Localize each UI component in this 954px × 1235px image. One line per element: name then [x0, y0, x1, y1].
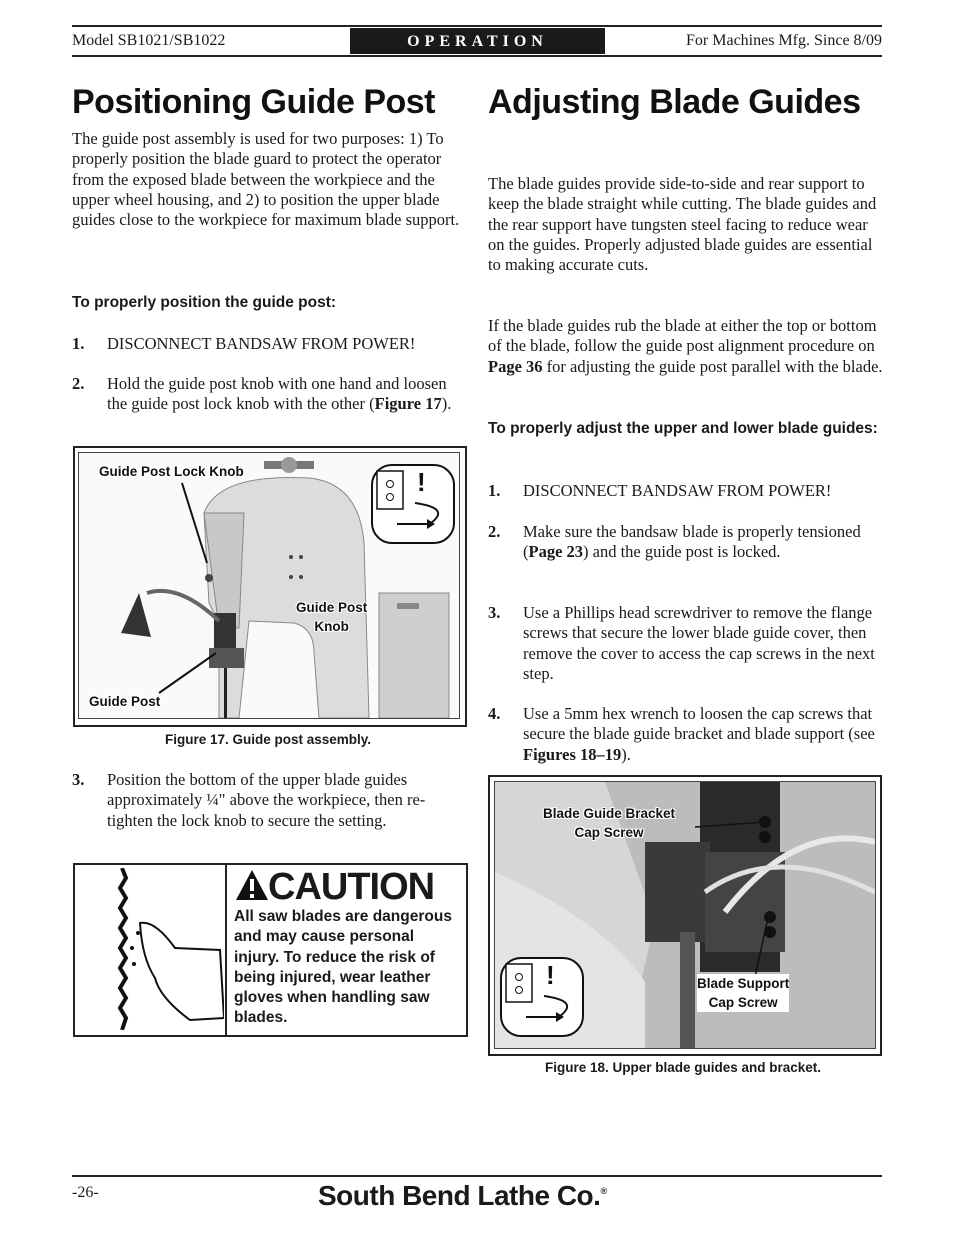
label-blade-support-cap-screw: Blade Support Cap Screw — [697, 976, 790, 1010]
model-label: Model SB1021/SB1022 — [72, 32, 226, 49]
label-blade-guide-bracket-cap-screw: Blade Guide Bracket Cap Screw — [543, 806, 676, 840]
label-guide-post: Guide Post — [89, 694, 161, 709]
svg-text:!: ! — [417, 467, 426, 497]
warning-triangle-icon — [234, 868, 270, 902]
section-band: OPERATION — [350, 28, 605, 54]
blade-guides-para-2: If the blade guides rub the blade at either the top or bottom of the blade, follow the guide post alignment procedure on Page 36 for adjusting the guide post parallel with the blade. — [488, 316, 883, 376]
section-title-guide-post: Positioning Guide Post — [72, 83, 435, 121]
gloved-hand-icon — [80, 868, 224, 1030]
guide-post-intro: The guide post assembly is used for two purposes: 1) To properly position the blade guard to protect the operator from the exposed blade between the workpiece and the upper wheel housing, and 2) to position the upper blade guides close to the workpiece for maximum blade support. — [72, 129, 460, 230]
bandsaw-illustration — [79, 453, 459, 718]
guide-post-subhead: To properly position the guide post: — [72, 294, 337, 311]
caution-text: All saw blades are dangerous and may cause personal injury. To reduce the risk of being injured, wear leather gloves when handling saw blades. — [234, 908, 452, 1027]
header-top-rule — [72, 25, 882, 27]
machines-label: For Machines Mfg. Since 8/09 — [686, 32, 882, 49]
label-guide-post-lock-knob: Guide Post Lock Knob — [99, 464, 244, 479]
page-number: -26- — [72, 1184, 99, 1201]
blade-guides-subhead: To properly adjust the upper and lower blade guides: — [488, 420, 878, 437]
blade-guides-intro: The blade guides provide side-to-side and rear support to keep the blade straight while cutting. The blade guides and the rear support have tungsten steel facing to reduce wear on the guides. Properly adjusted blade guides are essential to making accurate cuts. — [488, 174, 877, 275]
figure-17-caption: Figure 17. Guide post assembly. — [164, 732, 372, 747]
label-guide-post-knob: Guide Post Knob — [296, 600, 368, 634]
figure-17-image — [78, 452, 460, 719]
header-bottom-rule — [72, 55, 882, 57]
brand-logo: South Bend Lathe Co.® — [318, 1180, 607, 1211]
caution-divider — [225, 863, 227, 1035]
caution-title: CAUTION — [268, 866, 435, 908]
section-title-blade-guides: Adjusting Blade Guides — [488, 83, 861, 121]
figure-18-caption: Figure 18. Upper blade guides and bracket. — [544, 1060, 822, 1075]
svg-text:!: ! — [546, 960, 555, 990]
footer-rule — [72, 1175, 882, 1177]
